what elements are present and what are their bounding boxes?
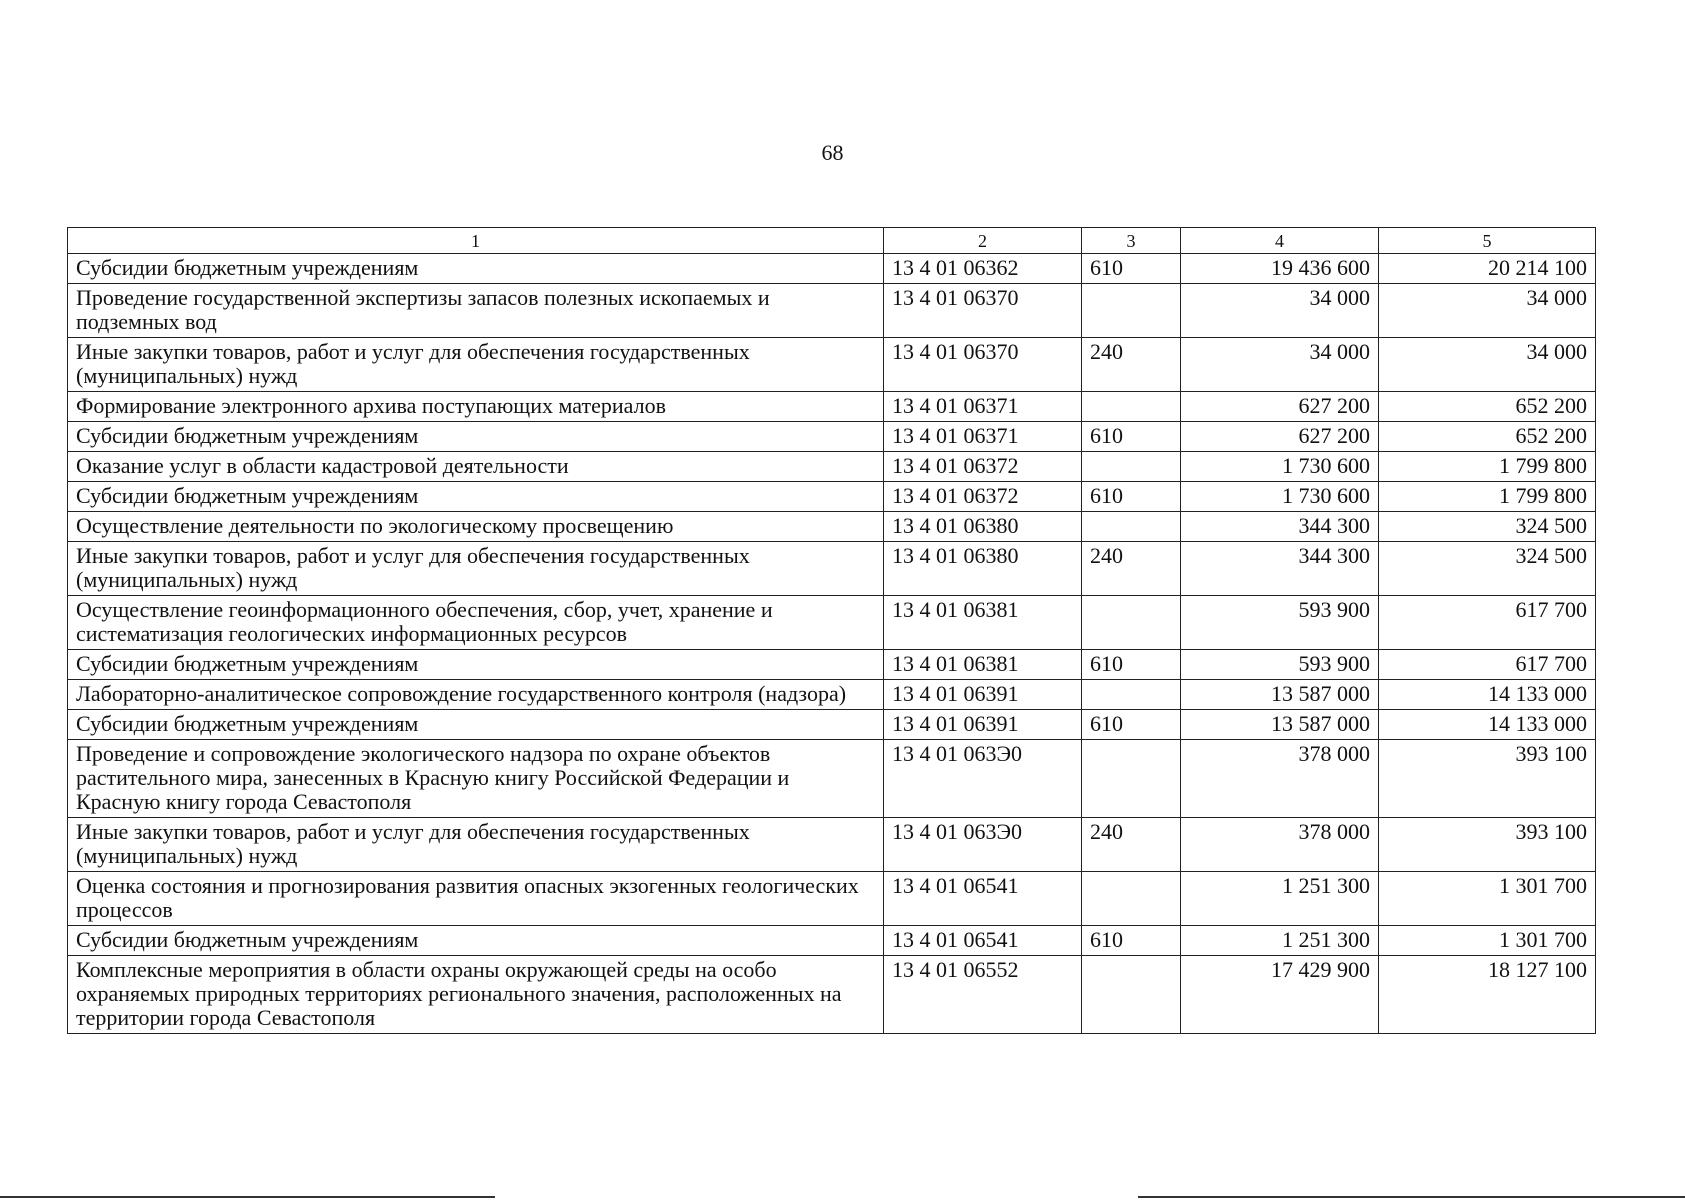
table-row bbox=[68, 452, 1596, 482]
row-expense-type-cell: 610 bbox=[1082, 482, 1181, 512]
row-name-cell: Субсидии бюджетным учреждениям bbox=[68, 422, 884, 452]
row-expense-type-cell: 610 bbox=[1082, 710, 1181, 740]
row-name-cell: Субсидии бюджетным учреждениям bbox=[68, 710, 884, 740]
bottom-rule-right bbox=[1138, 1196, 1685, 1198]
row-amount-year2-cell: 393 100 bbox=[1379, 740, 1596, 818]
row-name-cell: Проведение и сопровождение экологического надзора по охране объектов растительного мира, занесенных в Красную книгу Российской Федерации и Красную книгу города Севастополя bbox=[68, 740, 884, 818]
row-name-cell: Иные закупки товаров, работ и услуг для обеспечения государственных (муниципальных) нужд bbox=[68, 338, 884, 392]
row-name-cell: Иные закупки товаров, работ и услуг для обеспечения государственных (муниципальных) нужд bbox=[68, 818, 884, 872]
row-amount-year2-cell: 14 133 000 bbox=[1379, 680, 1596, 710]
bottom-rule-left bbox=[0, 1196, 495, 1198]
row-name-cell: Проведение государственной экспертизы запасов полезных ископаемых и подземных вод bbox=[68, 284, 884, 338]
row-amount-year2-cell: 617 700 bbox=[1379, 650, 1596, 680]
row-amount-year2-cell: 1 301 700 bbox=[1379, 926, 1596, 956]
row-code-cell: 13 4 01 063Э0 bbox=[884, 818, 1082, 872]
table-header-row bbox=[68, 228, 1596, 254]
row-expense-type-cell bbox=[1082, 452, 1181, 482]
row-amount-year2-cell: 1 301 700 bbox=[1379, 872, 1596, 926]
row-code-cell: 13 4 01 06391 bbox=[884, 680, 1082, 710]
row-name-cell: Лабораторно-аналитическое сопровождение государственного контроля (надзора) bbox=[68, 680, 884, 710]
row-amount-year1-cell: 1 730 600 bbox=[1181, 482, 1379, 512]
row-amount-year2-cell: 1 799 800 bbox=[1379, 452, 1596, 482]
row-expense-type-cell bbox=[1082, 872, 1181, 926]
row-amount-year1-cell: 19 436 600 bbox=[1181, 254, 1379, 284]
row-code-cell: 13 4 01 06552 bbox=[884, 956, 1082, 1034]
row-amount-year2-cell: 652 200 bbox=[1379, 422, 1596, 452]
row-expense-type-cell: 610 bbox=[1082, 254, 1181, 284]
row-code-cell: 13 4 01 06370 bbox=[884, 338, 1082, 392]
row-expense-type-cell: 610 bbox=[1082, 926, 1181, 956]
row-amount-year1-cell: 1 730 600 bbox=[1181, 452, 1379, 482]
row-code-cell: 13 4 01 06381 bbox=[884, 650, 1082, 680]
row-amount-year1-cell: 13 587 000 bbox=[1181, 710, 1379, 740]
row-code-cell: 13 4 01 063Э0 bbox=[884, 740, 1082, 818]
row-code-cell: 13 4 01 06381 bbox=[884, 596, 1082, 650]
row-expense-type-cell: 240 bbox=[1082, 542, 1181, 596]
table-row bbox=[68, 818, 1596, 872]
table-row bbox=[68, 926, 1596, 956]
row-expense-type-cell bbox=[1082, 740, 1181, 818]
row-amount-year1-cell: 1 251 300 bbox=[1181, 872, 1379, 926]
row-amount-year2-cell: 393 100 bbox=[1379, 818, 1596, 872]
table-row bbox=[68, 392, 1596, 422]
row-code-cell: 13 4 01 06380 bbox=[884, 542, 1082, 596]
row-name-cell: Оценка состояния и прогнозирования развития опасных экзогенных геологических процессов bbox=[68, 872, 884, 926]
row-name-cell: Осуществление деятельности по экологическому просвещению bbox=[68, 512, 884, 542]
row-amount-year2-cell: 652 200 bbox=[1379, 392, 1596, 422]
row-amount-year1-cell: 593 900 bbox=[1181, 650, 1379, 680]
table-row bbox=[68, 710, 1596, 740]
table-row bbox=[68, 596, 1596, 650]
row-amount-year2-cell: 20 214 100 bbox=[1379, 254, 1596, 284]
table-row bbox=[68, 650, 1596, 680]
row-code-cell: 13 4 01 06372 bbox=[884, 452, 1082, 482]
table-row bbox=[68, 422, 1596, 452]
row-amount-year1-cell: 378 000 bbox=[1181, 818, 1379, 872]
row-amount-year2-cell: 18 127 100 bbox=[1379, 956, 1596, 1034]
table-row bbox=[68, 542, 1596, 596]
row-name-cell: Комплексные мероприятия в области охраны окружающей среды на особо охраняемых природных территориях регионального значения, расположенных на территории города Севастополя bbox=[68, 956, 884, 1034]
table-row bbox=[68, 254, 1596, 284]
row-code-cell: 13 4 01 06372 bbox=[884, 482, 1082, 512]
row-code-cell: 13 4 01 06370 bbox=[884, 284, 1082, 338]
row-code-cell: 13 4 01 06391 bbox=[884, 710, 1082, 740]
row-code-cell: 13 4 01 06362 bbox=[884, 254, 1082, 284]
row-amount-year1-cell: 17 429 900 bbox=[1181, 956, 1379, 1034]
column-header: 4 bbox=[1181, 228, 1379, 254]
row-amount-year2-cell: 617 700 bbox=[1379, 596, 1596, 650]
column-header: 5 bbox=[1379, 228, 1596, 254]
row-expense-type-cell bbox=[1082, 512, 1181, 542]
row-code-cell: 13 4 01 06371 bbox=[884, 422, 1082, 452]
row-name-cell: Субсидии бюджетным учреждениям bbox=[68, 482, 884, 512]
row-expense-type-cell: 240 bbox=[1082, 338, 1181, 392]
row-code-cell: 13 4 01 06541 bbox=[884, 926, 1082, 956]
row-amount-year2-cell: 34 000 bbox=[1379, 284, 1596, 338]
row-name-cell: Осуществление геоинформационного обеспечения, сбор, учет, хранение и систематизация геологических информационных ресурсов bbox=[68, 596, 884, 650]
row-amount-year1-cell: 34 000 bbox=[1181, 338, 1379, 392]
row-amount-year2-cell: 14 133 000 bbox=[1379, 710, 1596, 740]
table-body bbox=[68, 254, 1596, 1034]
column-header: 2 bbox=[884, 228, 1082, 254]
table-row bbox=[68, 872, 1596, 926]
table-row bbox=[68, 740, 1596, 818]
row-expense-type-cell bbox=[1082, 284, 1181, 338]
row-expense-type-cell: 240 bbox=[1082, 818, 1181, 872]
column-header: 1 bbox=[68, 228, 884, 254]
budget-table bbox=[67, 227, 1596, 1034]
row-code-cell: 13 4 01 06371 bbox=[884, 392, 1082, 422]
table-row bbox=[68, 512, 1596, 542]
row-expense-type-cell: 610 bbox=[1082, 422, 1181, 452]
row-expense-type-cell bbox=[1082, 392, 1181, 422]
row-amount-year2-cell: 324 500 bbox=[1379, 542, 1596, 596]
row-amount-year2-cell: 324 500 bbox=[1379, 512, 1596, 542]
row-amount-year1-cell: 627 200 bbox=[1181, 422, 1379, 452]
table-row bbox=[68, 956, 1596, 1034]
row-expense-type-cell bbox=[1082, 680, 1181, 710]
row-amount-year2-cell: 1 799 800 bbox=[1379, 482, 1596, 512]
page-number: 68 bbox=[821, 140, 844, 165]
row-amount-year1-cell: 34 000 bbox=[1181, 284, 1379, 338]
row-name-cell: Субсидии бюджетным учреждениям bbox=[68, 650, 884, 680]
row-code-cell: 13 4 01 06380 bbox=[884, 512, 1082, 542]
row-amount-year1-cell: 378 000 bbox=[1181, 740, 1379, 818]
table-row bbox=[68, 680, 1596, 710]
row-amount-year1-cell: 627 200 bbox=[1181, 392, 1379, 422]
table-row bbox=[68, 284, 1596, 338]
row-amount-year1-cell: 593 900 bbox=[1181, 596, 1379, 650]
row-amount-year1-cell: 344 300 bbox=[1181, 542, 1379, 596]
row-name-cell: Иные закупки товаров, работ и услуг для обеспечения государственных (муниципальных) нужд bbox=[68, 542, 884, 596]
row-expense-type-cell bbox=[1082, 596, 1181, 650]
table-row bbox=[68, 482, 1596, 512]
row-expense-type-cell bbox=[1082, 956, 1181, 1034]
row-code-cell: 13 4 01 06541 bbox=[884, 872, 1082, 926]
row-expense-type-cell: 610 bbox=[1082, 650, 1181, 680]
row-name-cell: Оказание услуг в области кадастровой деятельности bbox=[68, 452, 884, 482]
table-row bbox=[68, 338, 1596, 392]
row-amount-year2-cell: 34 000 bbox=[1379, 338, 1596, 392]
row-name-cell: Субсидии бюджетным учреждениям bbox=[68, 926, 884, 956]
column-header: 3 bbox=[1082, 228, 1181, 254]
row-amount-year1-cell: 344 300 bbox=[1181, 512, 1379, 542]
row-name-cell: Субсидии бюджетным учреждениям bbox=[68, 254, 884, 284]
row-amount-year1-cell: 13 587 000 bbox=[1181, 680, 1379, 710]
row-amount-year1-cell: 1 251 300 bbox=[1181, 926, 1379, 956]
row-name-cell: Формирование электронного архива поступающих материалов bbox=[68, 392, 884, 422]
